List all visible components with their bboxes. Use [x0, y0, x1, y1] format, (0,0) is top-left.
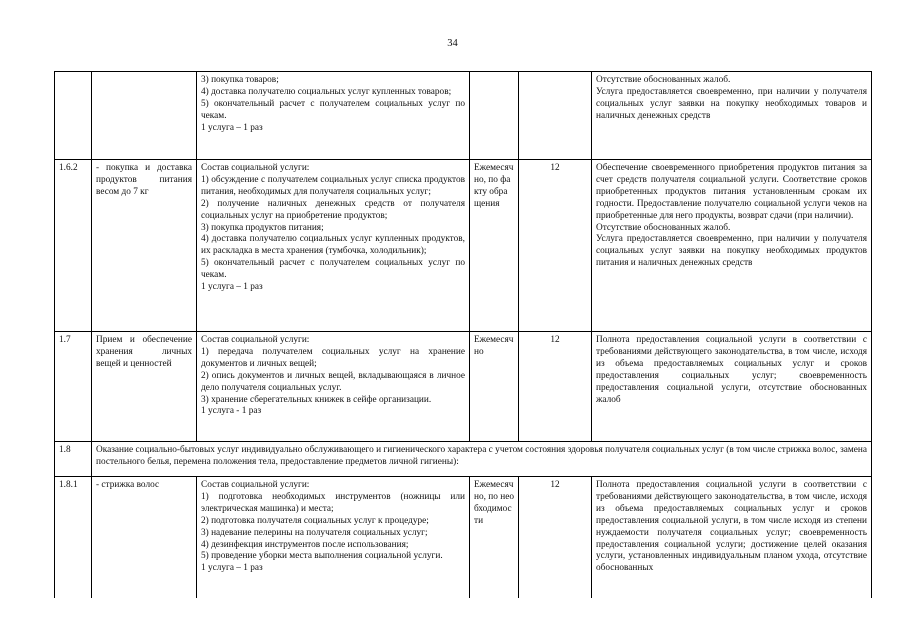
quality-line: Обеспечение своевременного приобретения продуктов питания за счет средств получателя социальной услуги. Соответствие сроков приобретенных продуктов питания установленным срокам их годности. Предоставление получателю социальной услуги чеков на приобретенные для него продукты, возврат сдачи (при наличии).	[596, 163, 867, 221]
service-term: 12	[519, 477, 592, 598]
content-line: 4) доставка получателю социальных услуг купленных товаров;	[201, 86, 452, 97]
service-term	[519, 72, 592, 160]
quality-criteria	[592, 160, 872, 332]
page-number: 34	[447, 38, 458, 49]
quality-line: Отсутствие обоснованных жалоб.	[596, 75, 731, 85]
quality-criteria	[592, 477, 872, 598]
table-row	[55, 72, 872, 160]
service-period: Ежемесячно, по факту обращения	[470, 160, 519, 332]
content-line: Состав социальной услуги:	[201, 163, 310, 173]
service-period: Ежемесячно, по необходимости	[470, 477, 519, 598]
table-row	[55, 442, 872, 477]
content-line: 1) передача получателем социальных услуг на хранение документов и личных вещей;	[201, 346, 465, 369]
quality-criteria	[592, 332, 872, 442]
content-line: 1) обсуждение с получателем социальных услуг списка продуктов питания, необходимых для получателя социальных услуг;	[201, 174, 465, 197]
service-content	[197, 477, 470, 598]
service-name: Прием и обеспечение хранения личных вещей и ценностей	[92, 332, 197, 442]
row-number: 1.8	[55, 442, 92, 477]
content-line: 3) надевание пелерины на получателя социальных услуг;	[201, 527, 428, 538]
content-line: Состав социальной услуги:	[201, 335, 310, 345]
quality-line: Полнота предоставления социальной услуги в соответствии с требованиями действующего законодательства, в том числе, исходя из объема предоставляемых социальных услуг и сроков предоставления социальных услуг; своевременность предоставления социальной услуги, отсутствие обоснованных жалоб	[596, 335, 867, 405]
quality-line: Услуга предоставляется своевременно, при наличии у получателя социальных услуг заявки на покупку необходимых товаров и наличных денежных средств	[596, 86, 867, 121]
quality-criteria	[592, 72, 872, 160]
service-content	[197, 332, 470, 442]
content-line: 1) подготовка необходимых инструментов (ножницы или электрическая машинка) и места;	[201, 491, 465, 514]
service-term: 12	[519, 332, 592, 442]
service-content	[197, 160, 470, 332]
content-line: 1 услуга – 1 раз	[201, 282, 263, 293]
table-row	[55, 160, 872, 332]
services-table	[54, 71, 872, 598]
content-line: 5) проведение уборки места выполнения социальной услуги.	[201, 551, 443, 562]
service-term: 12	[519, 160, 592, 332]
row-number: 1.8.1	[55, 477, 92, 598]
content-line: 2) подготовка получателя социальных услуг к процедуре;	[201, 515, 429, 526]
quality-line: Отсутствие обоснованных жалоб.	[596, 222, 731, 233]
content-line: 5) окончательный расчет с получателем социальных услуг по чекам.	[201, 258, 465, 281]
row-number: 1.7	[55, 332, 92, 442]
table-row	[55, 477, 872, 598]
row-number: 1.6.2	[55, 160, 92, 332]
service-content	[197, 72, 470, 160]
content-line: 1 услуга – 1 раз	[201, 122, 263, 133]
content-line: 5) окончательный расчет с получателем социальных услуг по чекам.	[201, 98, 465, 121]
service-name: - покупка и доставка продуктов питания весом до 7 кг	[92, 160, 197, 332]
content-line: Состав социальной услуги:	[201, 480, 310, 490]
content-line: 2) опись документов и личных вещей, вкладывающаяся в личное дело получателя социальных услуг.	[201, 370, 465, 393]
service-period: Ежемесячно	[470, 332, 519, 442]
row-number	[55, 72, 92, 160]
quality-line: Полнота предоставления социальной услуги в соответствии с требованиями действующего законодательства, в том числе, исходя из объема предоставляемых социальных услуг и сроков предоставления социальной услуги, в том числе исходя из степени нуждаемости получателя социальных услуг; своевременность предоставления социальной услуги; достижение целей оказания услуги, установленных индивидуальным планом ухода, отсутствие обоснованных	[596, 480, 867, 574]
content-line: 4) дезинфекция инструментов после использования;	[201, 539, 409, 550]
content-line: 3) покупка товаров;	[201, 75, 279, 85]
table-row	[55, 332, 872, 442]
section-heading: Оказание социально-бытовых услуг индивидуально обслуживающего и гигиенического характера с учетом состояния здоровья получателя социальных услуг (в том числе стрижка волос, замена постельного белья, перемена положения тела, предоставление предметов личной гигиены):	[92, 442, 872, 477]
service-name: - стрижка волос	[92, 477, 197, 598]
content-line: 3) покупка продуктов питания;	[201, 222, 324, 233]
service-name	[92, 72, 197, 160]
content-line: 1 услуга – 1 раз	[201, 563, 263, 574]
content-line: 4) доставка получателю социальных услуг купленных продуктов, их раскладка в места хранения (тумбочка, холодильник);	[201, 234, 465, 257]
service-period	[470, 72, 519, 160]
content-line: 2) получение наличных денежных средств от получателя социальных услуг на приобретение продуктов;	[201, 198, 465, 221]
content-line: 3) хранение сберегательных книжек в сейфе организации.	[201, 394, 432, 405]
content-line: 1 услуга - 1 раз	[201, 406, 262, 417]
quality-line: Услуга предоставляется своевременно, при наличии у получателя социальных услуг заявки на покупку необходимых продуктов питания и наличных денежных средств	[596, 234, 867, 269]
